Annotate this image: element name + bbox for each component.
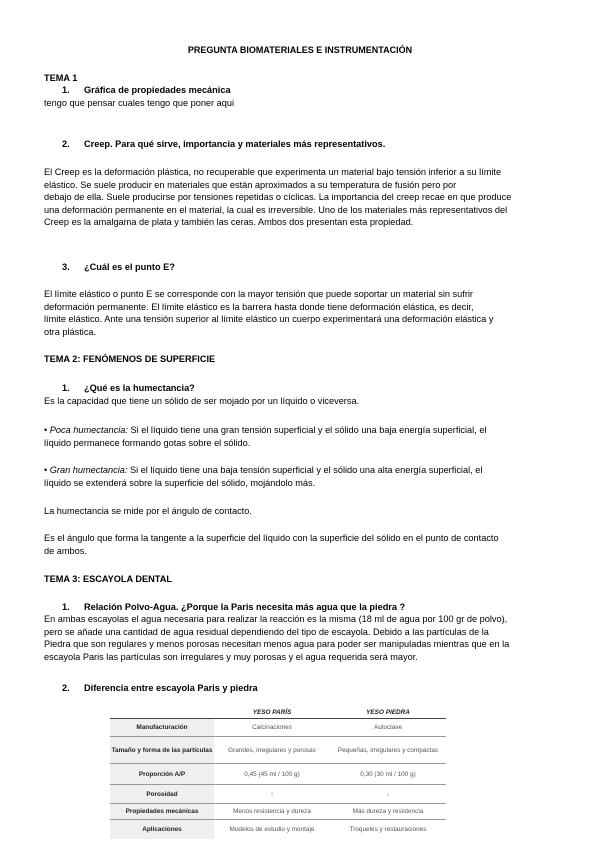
row-label: Porosidad xyxy=(110,785,214,804)
cell-paris: Calcinaciones xyxy=(214,719,330,737)
paragraph-line: líquido permanece formando gotas sobre el sólido. xyxy=(44,437,251,448)
tema1-q2 xyxy=(62,138,385,150)
gran-humectancia-label: Gran humectancia: xyxy=(49,465,128,475)
table-row xyxy=(110,719,446,737)
cell-piedra: Autoclave xyxy=(330,719,446,737)
table-row xyxy=(110,737,446,764)
tema1-q1-note: tengo que pensar cuales tengo que poner aqui xyxy=(44,98,235,108)
row-label: Manufacturación xyxy=(110,719,214,737)
gran-humectancia xyxy=(44,464,564,489)
cell-paris: Menos resistencia y dureza xyxy=(214,804,330,820)
tema2-q1 xyxy=(62,382,195,394)
row-label: Proporción A/P xyxy=(110,764,214,785)
cell-paris: 0,45 (45 ml / 100 g) xyxy=(214,764,330,785)
tema1-q3-answer xyxy=(44,288,564,338)
tema2-q1-number: 1. xyxy=(62,383,70,393)
table-header-row xyxy=(110,706,446,719)
tema3-q1 xyxy=(62,601,405,613)
tema1-q3 xyxy=(62,261,175,273)
paragraph-line: debajo de ella. Suele producirse por tensiones repetidas o cíclicas. La importancia del creep recae en que produce xyxy=(44,192,512,203)
tema3-q2-number: 2. xyxy=(62,683,70,693)
tema2-q1-answer: Es la capacidad que tiene un sólido de ser mojado por un líquido o viceversa. xyxy=(44,396,360,406)
row-label: Tamaño y forma de las partículas xyxy=(110,737,214,764)
tema1-q3-number: 3. xyxy=(62,262,70,272)
cell-paris: ↑ xyxy=(214,785,330,804)
paragraph-line: En ambas escayolas el agua necesaria para realizar la reacción es la misma (18 ml de agua por 100 gr de polvo), xyxy=(44,614,508,624)
poca-humectancia-label: Poca humectancia: xyxy=(49,425,128,435)
cell-piedra: Troqueles y restauraciones xyxy=(349,826,427,833)
poca-humectancia-text: Si el líquido tiene una gran tensión superficial y el sólido una baja energía superficial, el xyxy=(130,425,487,435)
humectancia-medida: La humectancia se mide por el ángulo de contacto. xyxy=(44,506,252,516)
tema1-q1 xyxy=(62,84,231,96)
table-header-paris: YESO PARÍS xyxy=(214,706,330,719)
paragraph-line: El Creep es la deformación plástica, no recuperable que experimenta un material bajo tensión inferior a su límite xyxy=(44,167,502,177)
table-row xyxy=(110,820,446,840)
tema1-q1-number: 1. xyxy=(62,85,70,95)
tema1-q2-number: 2. xyxy=(62,139,70,149)
poca-humectancia-line: • Poca humectancia: Si el líquido tiene una gran tensión superficial y el sólido una baja energía superficial, el xyxy=(44,425,487,435)
paragraph-line: de ambos. xyxy=(44,545,87,556)
tema3-heading: TEMA 3: ESCAYOLA DENTAL xyxy=(44,574,172,584)
table-header-piedra: YESO PIEDRA xyxy=(330,706,446,719)
document-title: PREGUNTA BIOMATERIALES E INSTRUMENTACIÓN xyxy=(187,45,413,55)
tema2-q1-text: ¿Qué es la humectancia? xyxy=(84,383,195,393)
tema1-heading: TEMA 1 xyxy=(44,73,78,83)
tema2-heading: TEMA 2: FENÓMENOS DE SUPERFICIE xyxy=(44,354,216,364)
table-row xyxy=(110,764,446,785)
row-label: Propiedades mecánicas xyxy=(110,804,214,820)
paragraph-line: deformación permanente. El límite elástico es la barrera hasta donde tiene deformación elástica, es decir, xyxy=(44,301,474,312)
paragraph-line: Es el ángulo que forma la tangente a la superficie del líquido con la superficie del sólido en el punto de contacto xyxy=(44,533,499,543)
tema3-q1-text: Relación Polvo-Agua. ¿Porque la Paris necesita más agua que la piedra ? xyxy=(84,602,406,612)
gran-humectancia-text: Si el líquido tiene una baja tensión superficial y el sólido una alta energía superficial, el xyxy=(129,465,483,475)
tema1-q3-text: ¿Cuál es el punto E? xyxy=(84,262,175,272)
tema3-q1-number: 1. xyxy=(62,602,70,612)
paragraph-line: Piedra que son regulares y menos porosas necesitan menos agua para poder ser manipuladas mientras que en la xyxy=(44,639,510,650)
table-row xyxy=(110,785,446,804)
paragraph-line: elástico. Se suele producir en materiales que están aproximados a su temperatura de fusión pero por xyxy=(44,179,457,190)
tema3-q2-text: Diferencia entre escayola Paris y piedra xyxy=(84,683,258,693)
paragraph-line: Creep es la amalgama de plata y también las ceras. Ambos dos presentan esta propiedad. xyxy=(44,217,414,228)
gran-humectancia-line: • Gran humectancia: Si el líquido tiene una baja tensión superficial y el sólido una alta energía superficial, el xyxy=(44,465,483,475)
row-label: Aplicaciones xyxy=(110,820,214,840)
paragraph-line: una deformación permanente en el material, la cual es irreversible. Uno de los materiales más representativos del xyxy=(44,204,508,215)
tema1-q2-answer xyxy=(44,166,564,229)
table-row xyxy=(110,804,446,820)
cell-piedra: Pequeñas, irregulares y compactas xyxy=(330,737,446,764)
poca-humectancia xyxy=(44,424,564,449)
paragraph-line: El límite elástico o punto E se corresponde con la mayor tensión que puede soportar un material sin sufrir xyxy=(44,289,473,299)
angulo-contacto xyxy=(44,532,564,557)
paragraph-line: otra plástica. xyxy=(44,326,97,337)
tema3-q1-answer xyxy=(44,613,564,663)
table-header-empty xyxy=(110,706,214,719)
tema1-q1-text: Gráfica de propiedades mecánica xyxy=(84,85,231,95)
cell-piedra: ↓ xyxy=(330,785,446,804)
cell-piedra: Más dureza y resistencia xyxy=(330,804,446,820)
tema1-q2-text: Creep. Para qué sirve, importancia y materiales más representativos. xyxy=(84,139,386,149)
paragraph-line: escayola Paris las partículas son irregulares y muy porosas y el agua requerida será mayor. xyxy=(44,651,418,662)
paragraph-line: pero se añade una cantidad de agua residual dependiendo del tipo de escayola. Debido a las partículas de la xyxy=(44,626,489,637)
paragraph-line: límite elástico. Ante una tensión superior al límite elástico un cuerpo experimentará una deformación elástica y xyxy=(44,314,494,325)
paragraph-line: líquido se extenderá sobre la superficie del sólido, mojándolo más. xyxy=(44,477,316,488)
cell-paris: Grandes, irregulares y porosas xyxy=(214,737,330,764)
cell-paris: Modelos de estudio y montaje xyxy=(229,826,315,833)
comparison-table xyxy=(110,706,446,839)
tema3-q2 xyxy=(62,682,258,694)
cell-piedra: 0,30 (30 ml / 100 g) xyxy=(330,764,446,785)
